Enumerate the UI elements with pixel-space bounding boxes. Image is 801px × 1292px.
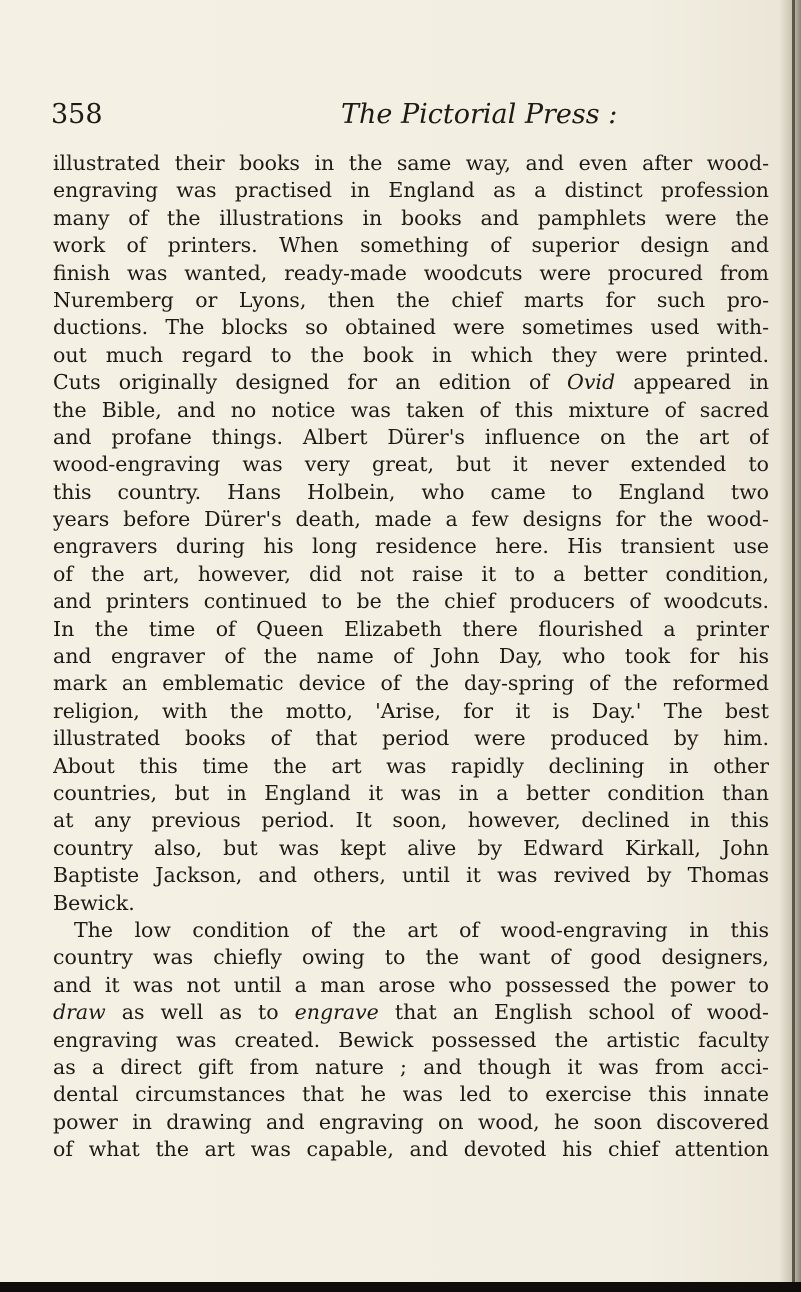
text-line: country also, but was kept alive by Edward Kirkall, John (53, 835, 769, 860)
text-segment: as well as to (121, 1000, 279, 1025)
text-line: Baptiste Jackson, and others, until it was revived by Thomas (53, 863, 769, 888)
page-edge-rule (792, 0, 795, 1292)
text-line: dental circumstances that he was led to exercise this innate (53, 1082, 769, 1107)
text-line: About this time the art was rapidly declining in other (53, 753, 769, 778)
italic-word-engrave: engrave (294, 1000, 379, 1025)
text-line: mark an emblematic device of the day-spring of the reformed (53, 671, 769, 696)
text-line: of what the art was capable, and devoted his chief attention (53, 1137, 769, 1162)
text-line: The low condition of the art of wood-engraving in this (74, 917, 769, 942)
text-line: and engraver of the name of John Day, who took for his (53, 644, 769, 669)
text-line: country was chiefly owing to the want of good designers, (53, 945, 769, 970)
italic-word-draw: draw (53, 1000, 106, 1025)
text-line: engraving was practised in England as a distinct profession (53, 178, 769, 203)
text-line: engravers during his long residence here. His transient use (53, 534, 769, 559)
text-segment: that an English school of wood- (394, 1000, 769, 1025)
page-number: 358 (51, 99, 103, 130)
running-head (0, 99, 801, 139)
text-line: engraving was created. Bewick possessed the artistic faculty (53, 1027, 769, 1052)
text-line: countries, but in England it was in a better condition than (53, 780, 769, 805)
text-line: illustrated books of that period were produced by him. (53, 726, 769, 751)
text-line: out much regard to the book in which they were printed. (53, 342, 769, 367)
text-line: the Bible, and no notice was taken of this mixture of sacred (53, 397, 769, 422)
text-line-draw-engrave (53, 999, 769, 1026)
text-line: illustrated their books in the same way, and even after wood- (53, 151, 769, 175)
text-line: and profane things. Albert Dürer's influence on the art of (53, 424, 769, 449)
text-line: many of the illustrations in books and pamphlets were the (53, 205, 769, 230)
body-text (53, 150, 769, 1163)
text-line: Bewick. (53, 890, 135, 915)
page-edge-shadow (779, 0, 801, 1292)
text-segment: Cuts originally designed for an edition of (53, 370, 549, 395)
page-title: The Pictorial Press : (341, 99, 618, 130)
text-segment: appeared in (633, 370, 769, 395)
italic-title-ovid: Ovid (567, 370, 616, 395)
text-line: and printers continued to be the chief producers of woodcuts. (53, 589, 769, 614)
text-line: as a direct gift from nature ; and though it was from acci- (53, 1054, 769, 1079)
text-line: power in drawing and engraving on wood, he soon discovered (53, 1109, 769, 1134)
page-bottom-edge (0, 1282, 801, 1292)
text-line: finish was wanted, ready-made woodcuts were procured from (53, 260, 769, 285)
text-line-ovid (53, 369, 769, 396)
text-line: Nuremberg or Lyons, then the chief marts for such pro- (53, 287, 769, 312)
text-line: at any previous period. It soon, however, declined in this (53, 808, 769, 833)
text-line: wood-engraving was very great, but it never extended to (53, 452, 769, 477)
text-line: In the time of Queen Elizabeth there flourished a printer (53, 616, 769, 641)
text-line: religion, with the motto, 'Arise, for it is Day.' The best (53, 698, 769, 723)
text-line: ductions. The blocks so obtained were sometimes used with- (53, 315, 769, 340)
text-line: years before Dürer's death, made a few designs for the wood- (53, 507, 769, 532)
text-line: of the art, however, did not raise it to a better condition, (53, 561, 769, 586)
text-line: this country. Hans Holbein, who came to England two (53, 479, 769, 504)
text-line: and it was not until a man arose who possessed the power to (53, 972, 769, 997)
text-line: work of printers. When something of superior design and (53, 233, 769, 258)
